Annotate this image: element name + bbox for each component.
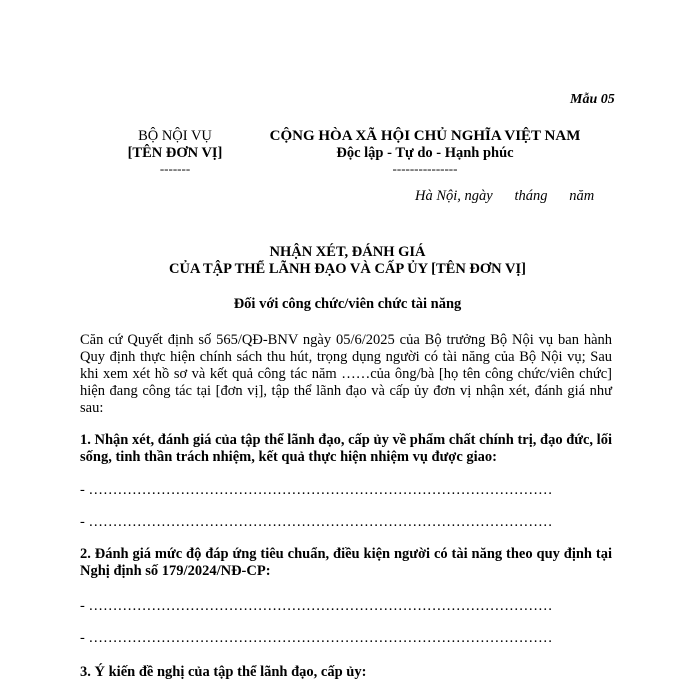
unit-name: [TÊN ĐƠN VỊ]	[127, 145, 223, 161]
section-1-line-2: - ……………………………………………………………………………………	[80, 514, 553, 530]
date-line: Hà Nội, ngày tháng năm	[415, 188, 595, 204]
section-1-line-1: - ……………………………………………………………………………………	[80, 482, 553, 498]
form-code: Mẫu 05	[570, 92, 615, 107]
section-3-heading: 3. Ý kiến đề nghị của tập thể lãnh đạo, cấp ủy:	[80, 664, 367, 680]
document-title	[80, 244, 615, 278]
document-subtitle: Đối với công chức/viên chức tài năng	[233, 296, 462, 312]
section-2-line-2: - ……………………………………………………………………………………	[80, 630, 553, 646]
title-line-1: NHẬN XÉT, ĐÁNH GIÁ	[269, 244, 426, 260]
header-left	[100, 128, 250, 176]
title-line-2: CỦA TẬP THỂ LÃNH ĐẠO VÀ CẤP ỦY [TÊN ĐƠN VỊ]	[169, 261, 526, 277]
header-right	[255, 128, 595, 176]
national-motto: Độc lập - Tự do - Hạnh phúc	[336, 145, 514, 161]
right-rule: ---------------	[392, 161, 458, 176]
intro-paragraph: Căn cứ Quyết định số 565/QĐ-BNV ngày 05/6/2025 của Bộ trưởng Bộ Nội vụ ban hành Quy định thực hiện chính sách thu hút, trọng dụng người có tài năng của Bộ Nội vụ; Sau khi xem xét hồ sơ và kết quả công tác năm ……của ông/bà [họ tên công chức/viên chức] hiện đang công tác tại [đơn vị], tập thể lãnh đạo và cấp ủy đơn vị nhận xét, đánh giá như sau:	[80, 332, 612, 416]
section-2-line-1: - ……………………………………………………………………………………	[80, 598, 553, 614]
national-title: CỘNG HÒA XÃ HỘI CHỦ NGHĨA VIỆT NAM	[269, 128, 581, 144]
left-rule: -------	[159, 161, 191, 176]
section-2-heading: 2. Đánh giá mức độ đáp ứng tiêu chuẩn, điều kiện người có tài năng theo quy định tại Nghị định số 179/2024/NĐ-CP:	[80, 546, 612, 579]
ministry-name: BỘ NỘI VỤ	[138, 128, 212, 144]
section-1-heading: 1. Nhận xét, đánh giá của tập thể lãnh đạo, cấp ủy về phẩm chất chính trị, đạo đức, lối sống, tinh thần trách nhiệm, kết quả thực hiện nhiệm vụ được giao:	[80, 432, 612, 465]
